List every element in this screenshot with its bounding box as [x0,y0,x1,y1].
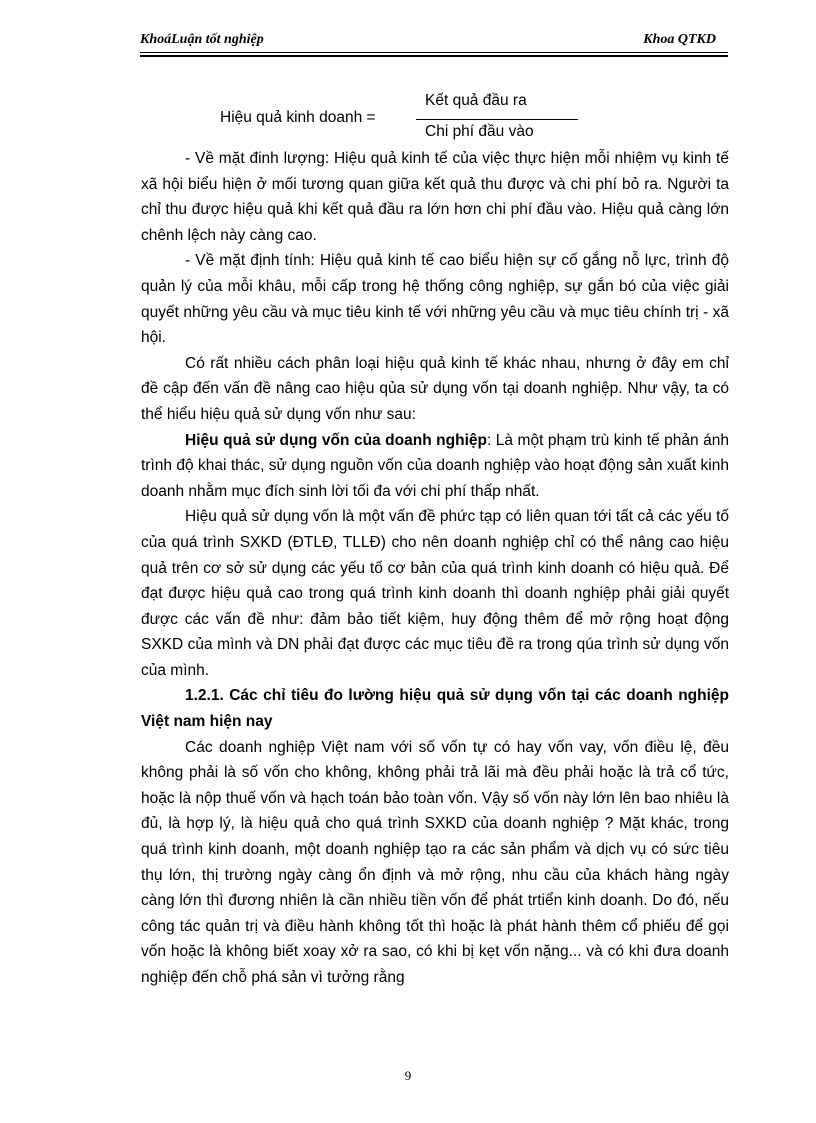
page-number: 9 [404,1068,412,1083]
header-rule-thick [140,55,728,57]
paragraph-definition [141,428,729,505]
paragraph-qualitative: - Về mặt định tính: Hiệu quả kinh tế cao biểu hiện sự cố gắng nỗ lực, trình độ quản lý của mỗi khâu, mỗi cấp trong hệ thống công nghiệp, sự gắn bó của việc giải quyết những yêu cầu và mục tiêu kinh tế với những yêu cầu và mục tiêu chính trị - xã hội. [141,252,729,347]
section-heading: 1.2.1. Các chỉ tiêu đo lường hiệu quả sử dụng vốn tại các doanh nghiệp Việt nam hiện nay [141,687,729,731]
definition-text: : Là một phạm trù kinh tế phản ánh trình độ khai thác, sử dụng nguồn vốn của doanh nghiệp vào hoạt động sản xuất kinh doanh nhằm mục đích sinh lời tối đa với chi phí thấp nhất. [141,431,730,500]
paragraph-section: Các doanh nghiệp Việt nam với số vốn tự có hay vốn vay, vốn điều lệ, đều không phải là số vốn cho không, không phải trả lãi mà đều phải hoặc là trả cổ tức, hoặc là nộp thuế vốn và hạch toán bảo toàn vốn. Vậy số vốn này lớn lên bao nhiêu là đủ, là hợp lý, là hiệu quả cho quá trình SXKD của doanh nghiệp ? Mặt khác, trong quá trình kinh doanh, một doanh nghiệp tạo ra các sản phẩm và dịch vụ có sức tiêu thụ lớn, thị trường ngày càng ổn định và mở rộng, nhu cầu của khách hàng ngày càng lớn thì đương nhiên là cần nhiều tiền vốn để phát trtiển kinh doanh. Do đó, nếu công tác quản trị và điều hành không tốt thì hoặc là phát hành thêm cổ phiếu để gọi vốn hoặc là không biết xoay xở ra sao, có khi bị kẹt vốn nặng... và có khi đưa doanh nghiệp đến chỗ phá sản vì tưởng rằng [141,738,729,986]
formula-numerator: Kết quả đầu ra [425,92,527,109]
header-left-title: KhoáLuận tốt nghiệp [140,32,264,47]
header-rule [140,52,728,53]
paragraph-classification: Có rất nhiều cách phân loại hiệu quả kinh tế khác nhau, nhưng ở đây em chỉ đề cập đến vấn đề nâng cao hiệu qủa sử dụng vốn tại doanh nghiệp. Như vậy, ta có thể hiểu hiệu quả sử dụng vốn như sau: [141,354,729,423]
page-header [140,30,728,52]
header-right-title: Khoa QTKD [643,32,716,47]
definition-term: Hiệu quả sử dụng vốn của doanh nghiệp [185,431,487,449]
paragraph-complexity: Hiệu quả sử dụng vốn là một vấn đề phức tạp có liên quan tới tất cả các yếu tố của quá trình SXKD (ĐTLĐ, TLLĐ) cho nên doanh nghiệp chỉ có thể nâng cao hiệu quả trên cơ sở sử dụng các yếu tố cơ bản của quá trình kinh doanh có hiệu quả. Để đạt được hiệu quả cao trong quá trình kinh doanh thì doanh nghiệp phải giải quyết được các vấn đề như: đảm bảo tiết kiệm, huy động thêm để mở rộng hoạt động SXKD của mình và DN phải đạt được các mục tiêu đề ra trong qúa trình sử dụng vốn của mình. [141,508,729,679]
fraction-bar [416,119,578,120]
paragraph-quantitative: - Về mặt đinh lượng: Hiệu quả kinh tế của việc thực hiện mỗi nhiệm vụ kinh tế xã hội biểu hiện ở mối tương quan giữa kết quả thu được và chi phí bỏ ra. Người ta chỉ thu được hiệu quả khi kết quả đầu ra lớn hơn chi phí đầu vào. Hiệu quả càng lớn chênh lệch này càng cao. [141,150,729,244]
efficiency-formula [220,92,580,150]
formula-denominator: Chi phí đầu vào [425,123,534,140]
document-body [141,146,729,991]
formula-lhs: Hiệu quả kinh doanh = [220,109,376,126]
